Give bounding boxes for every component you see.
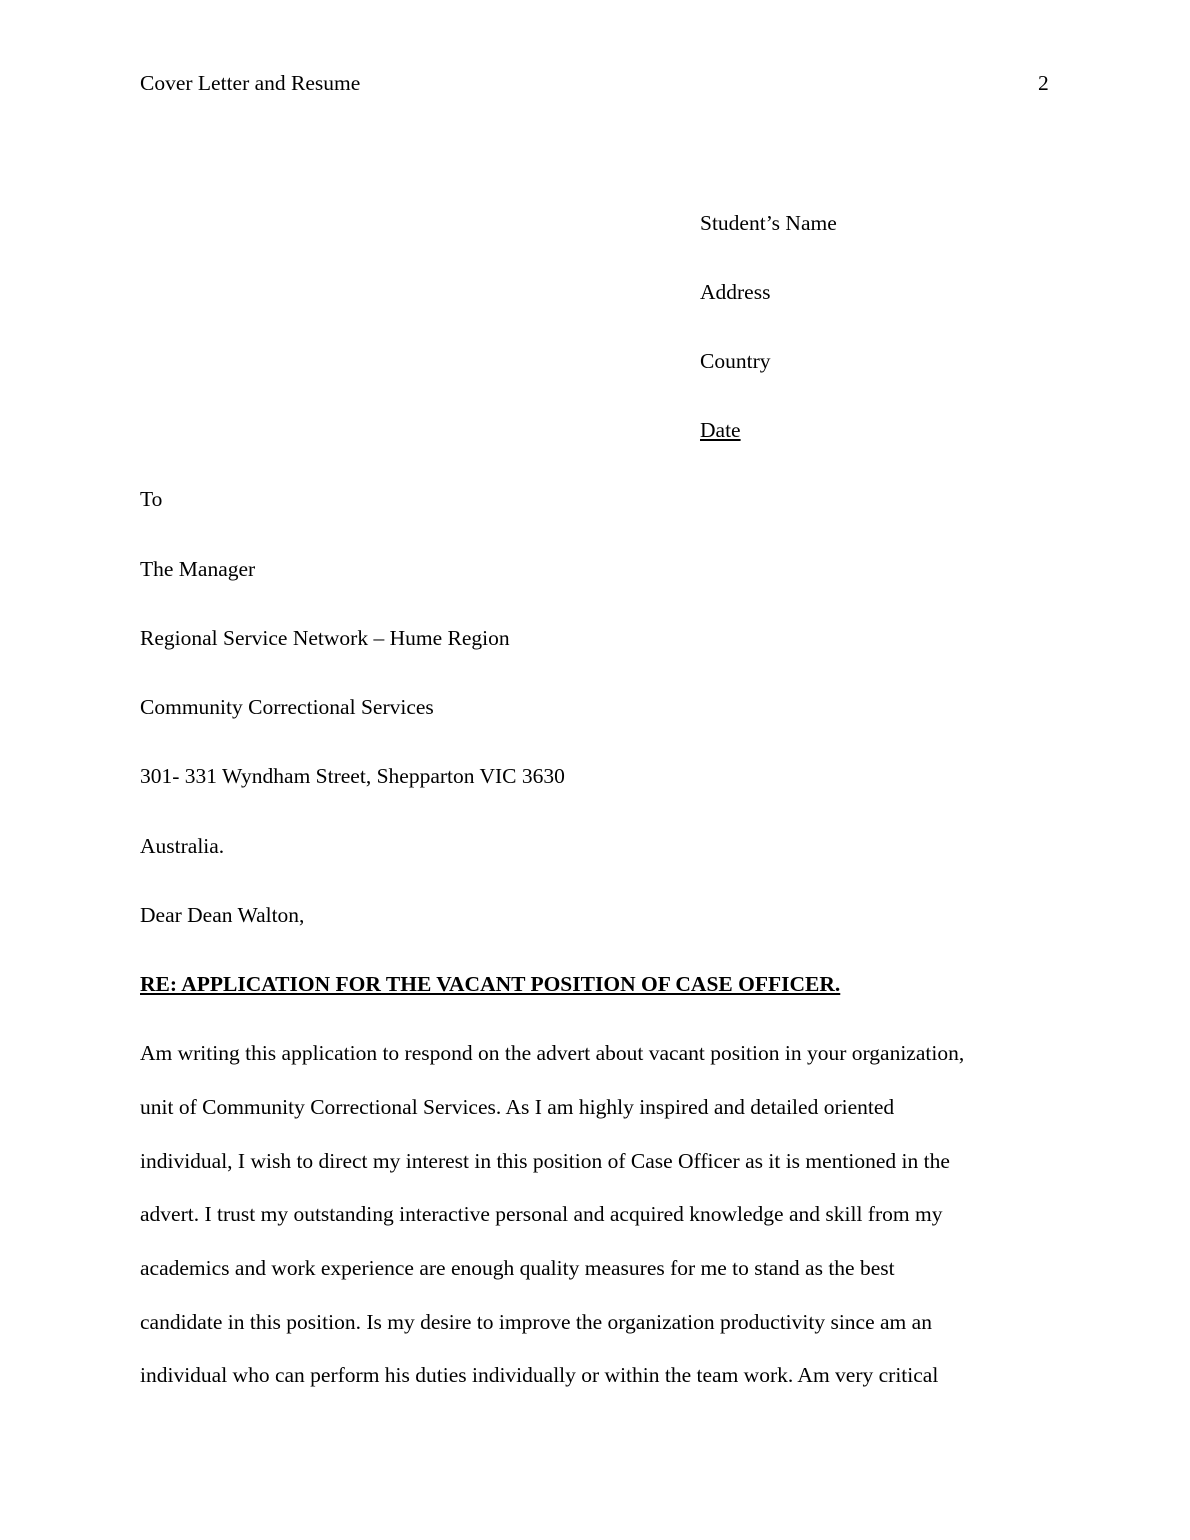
recipient-line: Australia. (140, 834, 225, 858)
sender-address: Address (700, 280, 771, 304)
body-line: individual, I wish to direct my interest in this position of Case Officer as it is mentioned in the (140, 1149, 950, 1173)
recipient-line: Regional Service Network – Hume Region (140, 626, 510, 650)
sender-date: Date (700, 418, 741, 442)
body-line: Am writing this application to respond on the advert about vacant position in your organization, (140, 1041, 965, 1065)
recipient-line: The Manager (140, 557, 256, 581)
recipient-line: To (140, 487, 163, 511)
running-header: Cover Letter and Resume (140, 71, 361, 95)
sender-name: Student’s Name (700, 211, 837, 235)
body-line: unit of Community Correctional Services. As I am highly inspired and detailed oriented (140, 1095, 895, 1119)
recipient-line: 301- 331 Wyndham Street, Shepparton VIC 3630 (140, 764, 565, 788)
sender-country: Country (700, 349, 771, 373)
body-line: advert. I trust my outstanding interactive personal and acquired knowledge and skill from my (140, 1202, 943, 1226)
body-line: candidate in this position. Is my desire to improve the organization productivity since am an (140, 1310, 932, 1334)
salutation: Dear Dean Walton, (140, 903, 305, 927)
recipient-line: Community Correctional Services (140, 695, 434, 719)
body-line: individual who can perform his duties individually or within the team work. Am very critical (140, 1363, 939, 1387)
page-number: 2 (1038, 71, 1049, 95)
subject-line: RE: APPLICATION FOR THE VACANT POSITION OF CASE OFFICER. (140, 972, 841, 996)
body-line: academics and work experience are enough quality measures for me to stand as the best (140, 1256, 895, 1280)
